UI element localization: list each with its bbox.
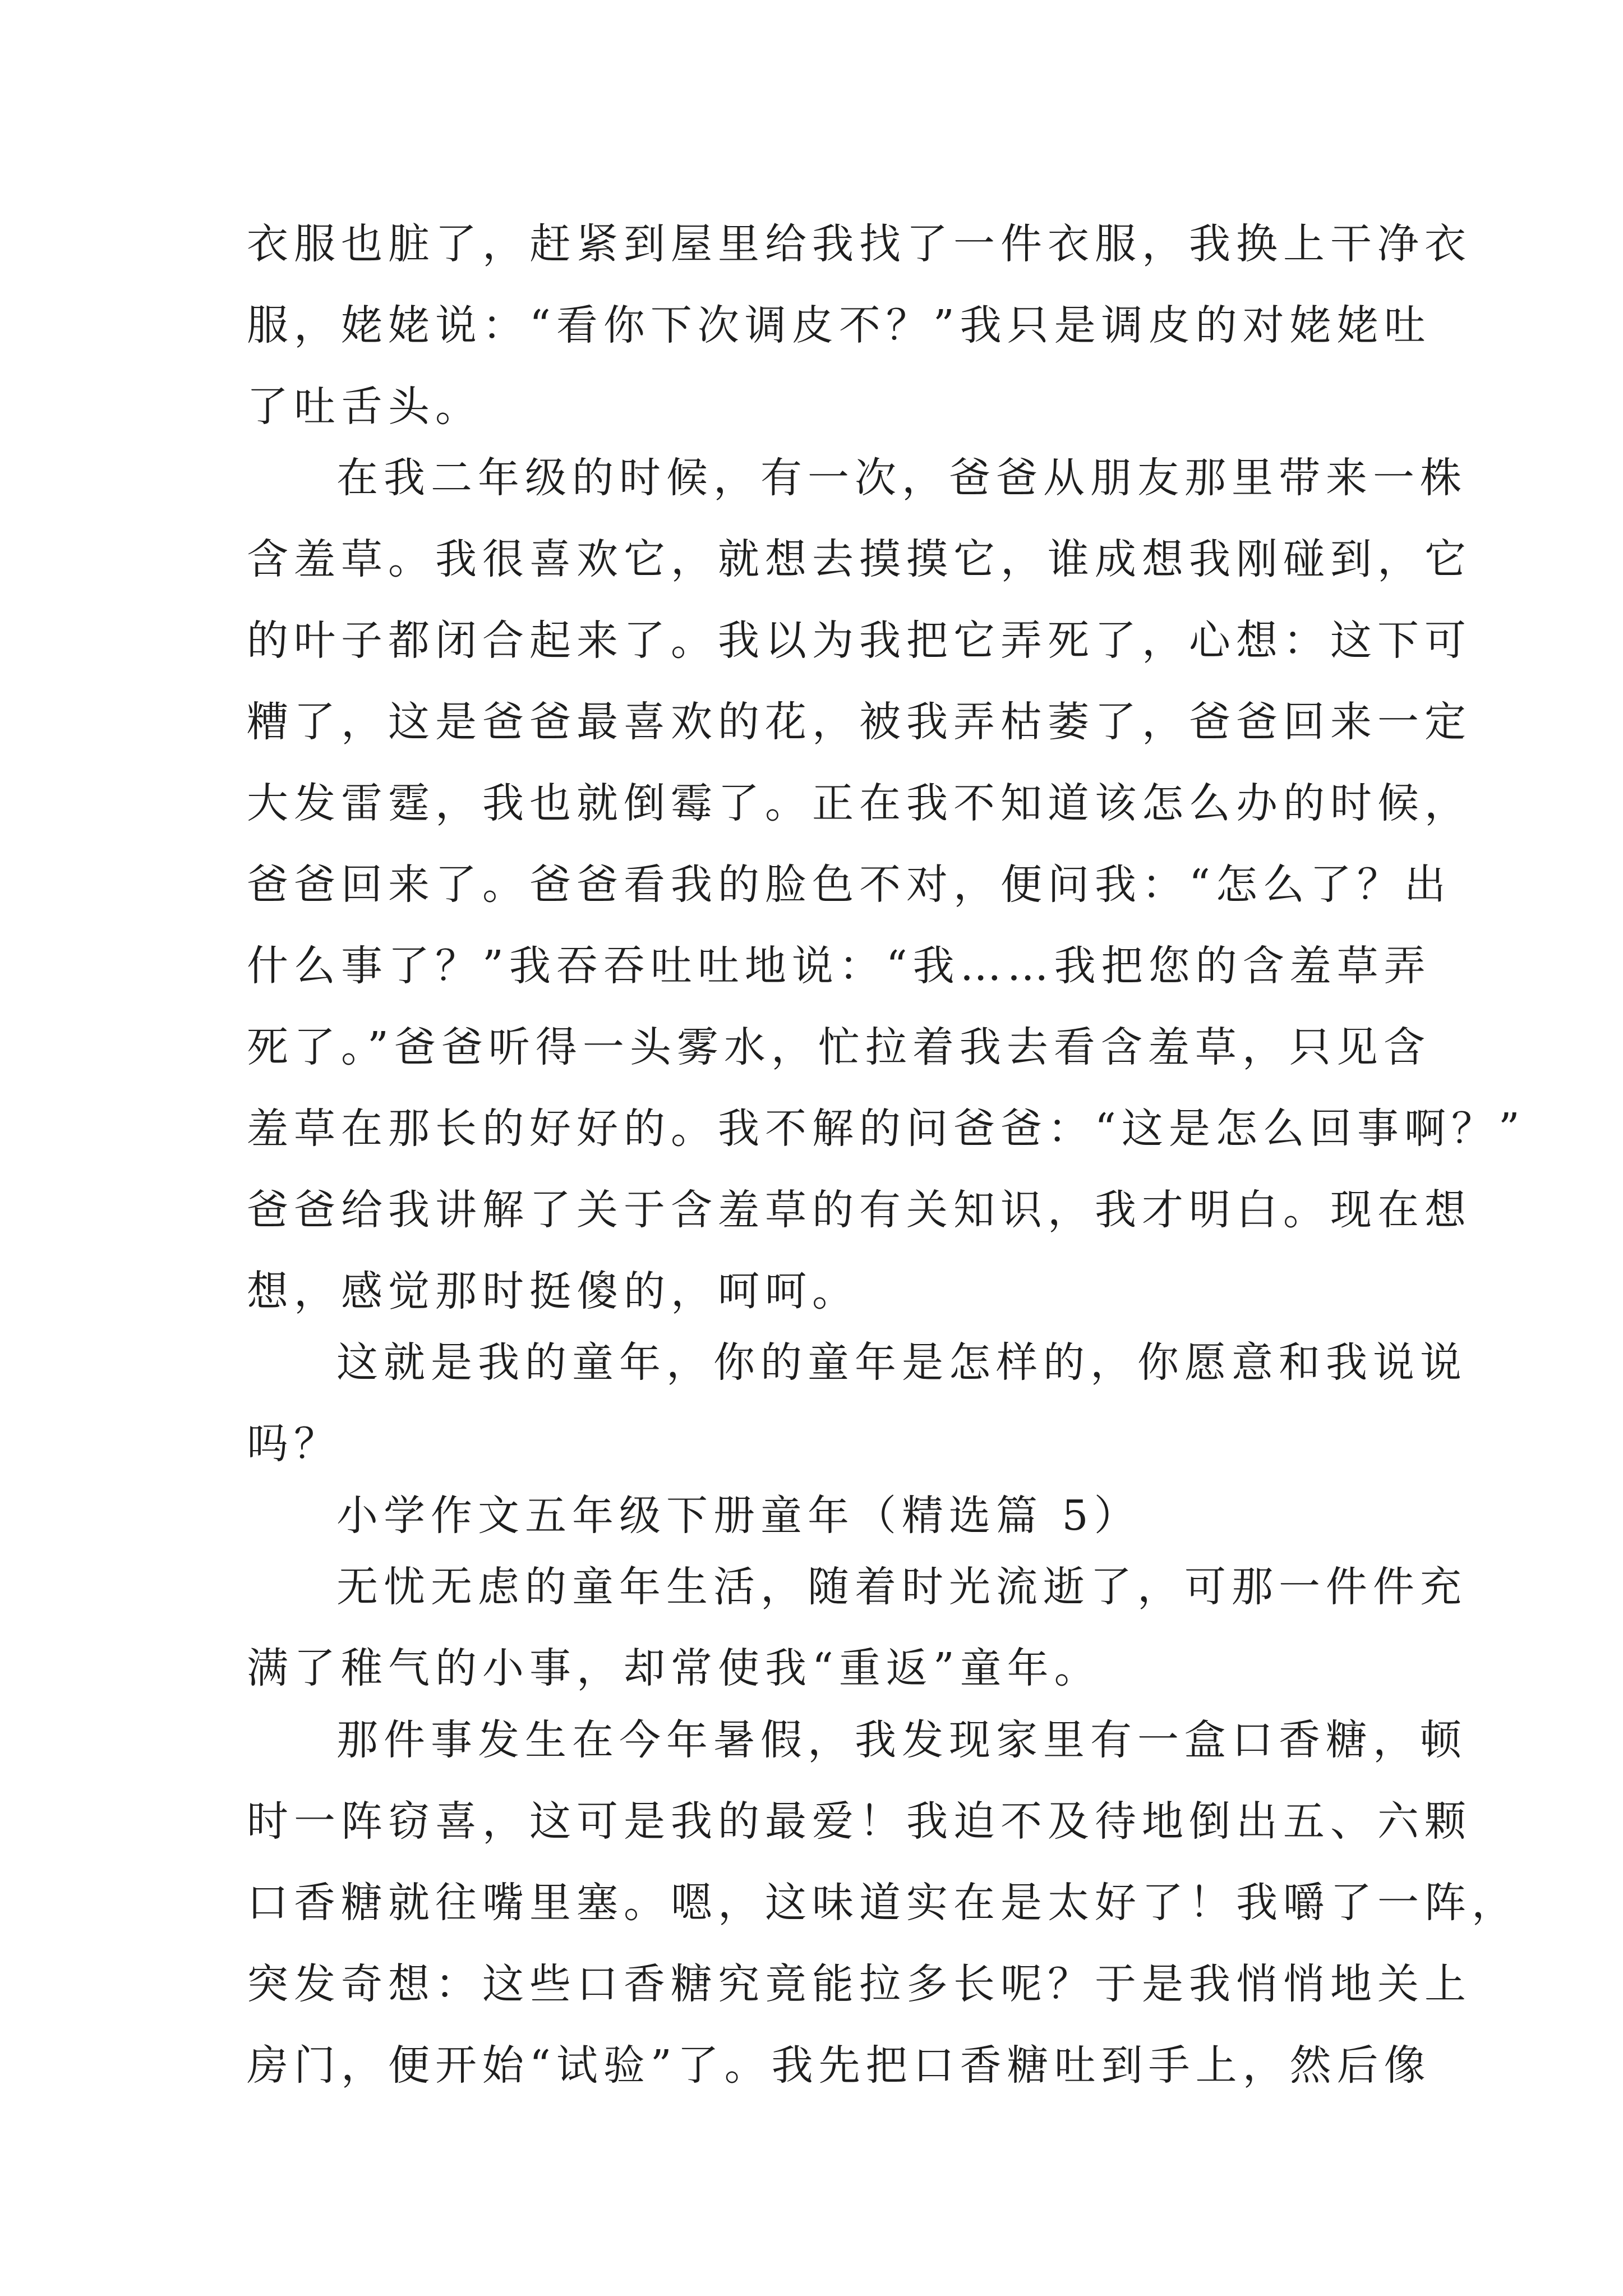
text-line: 吗？ (247, 1420, 341, 1468)
text-line: 了吐舌头。 (247, 383, 482, 431)
text-line: 突发奇想：这些口香糖究竟能拉多长呢？于是我悄悄地关上 (247, 1960, 1472, 2008)
paragraph-start: 在我二年级的时候，有一次，爸爸从朋友那里带来一株 (336, 454, 1467, 502)
text-line: 羞草在那长的好好的。我不解的问爸爸：“这是怎么回事啊？” (247, 1105, 1525, 1153)
paragraph-start: 这就是我的童年，你的童年是怎样的，你愿意和我说说 (336, 1338, 1467, 1387)
paragraph-start: 那件事发生在今年暑假，我发现家里有一盒口香糖，顿 (336, 1716, 1467, 1764)
text-line: 爸爸回来了。爸爸看我的脸色不对，便问我：“怎么了？出 (247, 861, 1451, 909)
text-line: 口香糖就往嘴里塞。嗯，这味道实在是太好了！我嚼了一阵， (247, 1879, 1519, 1927)
text-line: 衣服也脏了，赶紧到屋里给我找了一件衣服，我换上干净衣 (247, 220, 1472, 268)
text-line: 满了稚气的小事，却常使我“重返”童年。 (247, 1644, 1101, 1692)
text-line: 什么事了？”我吞吞吐吐地说：“我……我把您的含羞草弄 (247, 942, 1431, 990)
text-line: 含羞草。我很喜欢它，就想去摸摸它，谁成想我刚碰到，它 (247, 535, 1472, 583)
text-line: 想，感觉那时挺傻的，呵呵。 (247, 1267, 859, 1315)
text-line: 房门，便开始“试验”了。我先把口香糖吐到手上，然后像 (247, 2041, 1431, 2090)
text-line: 糟了，这是爸爸最喜欢的花，被我弄枯萎了，爸爸回来一定 (247, 698, 1472, 746)
text-line: 的叶子都闭合起来了。我以为我把它弄死了，心想：这下可 (247, 616, 1472, 665)
text-line: 服，姥姥说：“看你下次调皮不？”我只是调皮的对姥姥吐 (247, 301, 1431, 349)
paragraph-start: 无忧无虑的童年生活，随着时光流逝了，可那一件件充 (336, 1563, 1467, 1611)
text-line: 爸爸给我讲解了关于含羞草的有关知识，我才明白。现在想 (247, 1186, 1472, 1234)
section-heading: 小学作文五年级下册童年（精选篇 5） (336, 1492, 1141, 1540)
text-line: 死了。”爸爸听得一头雾水，忙拉着我去看含羞草，只见含 (247, 1023, 1431, 1071)
text-line: 时一阵窃喜，这可是我的最爱！我迫不及待地倒出五、六颗 (247, 1797, 1472, 1846)
text-line: 大发雷霆，我也就倒霉了。正在我不知道该怎么办的时候， (247, 779, 1472, 827)
